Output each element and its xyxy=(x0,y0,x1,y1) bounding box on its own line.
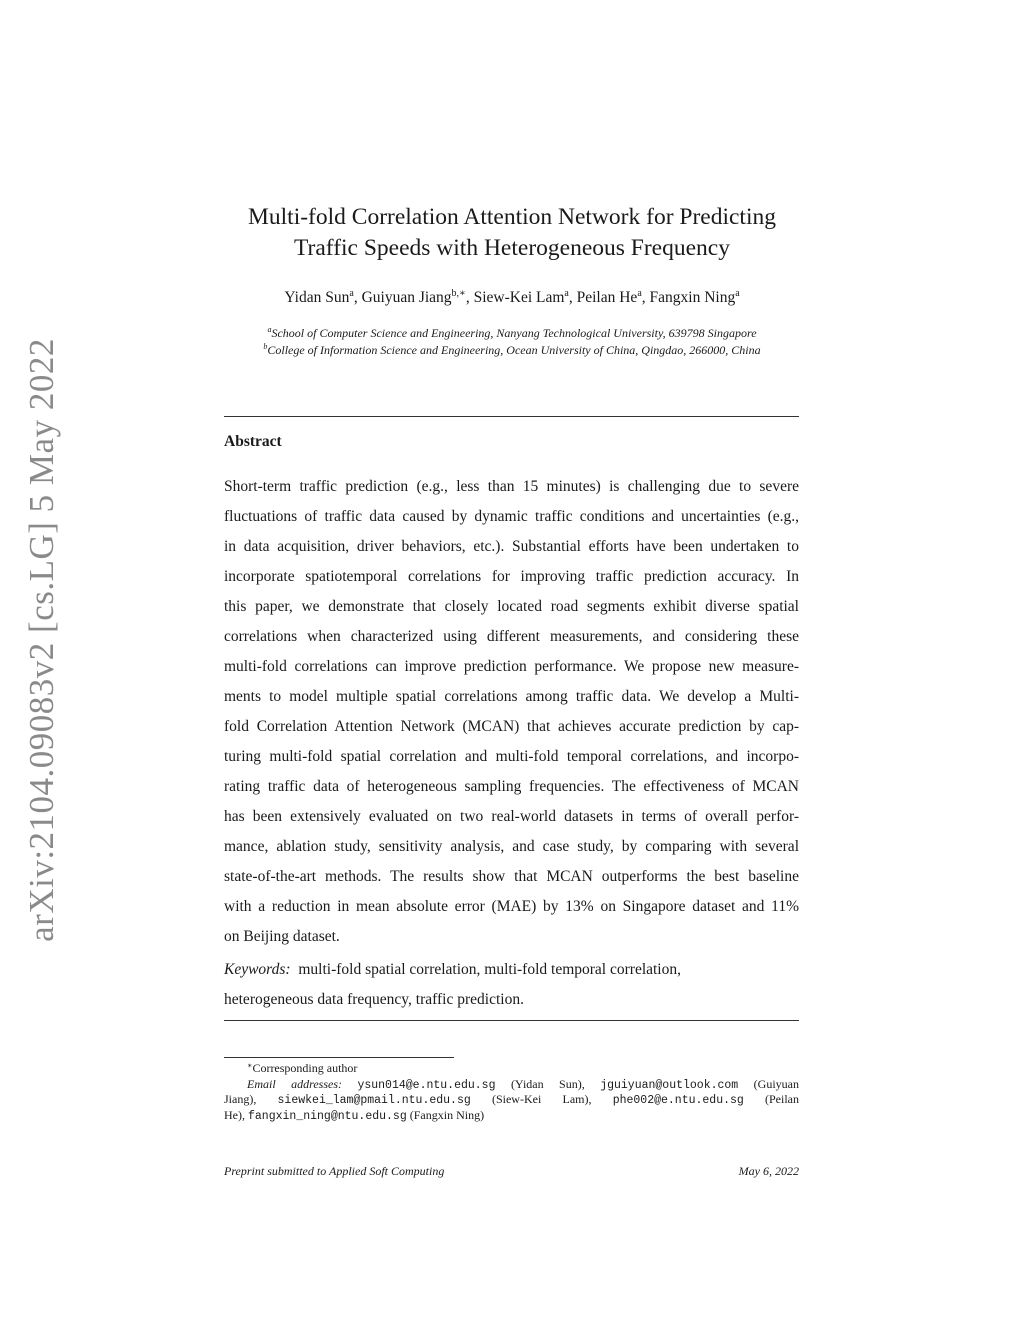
abstract-line: on Beijing dataset. xyxy=(224,928,340,945)
email-owner: (Fangxin Ning) xyxy=(409,1107,485,1122)
keywords-text: multi-fold spatial correlation, multi-fold temporal correlation, xyxy=(298,961,681,978)
email-label: Email addresses: xyxy=(247,1076,342,1091)
abstract-line: this paper, we demonstrate that closely located road segments exhibit diverse spatial xyxy=(224,598,799,615)
affiliation-text: School of Computer Science and Engineering, Nanyang Technological University, 639798 Singapore xyxy=(271,326,757,340)
author-affiliation-mark: a xyxy=(349,288,354,299)
abstract-line: with a reduction in mean absolute error (MAE) by 13% on Singapore dataset and 11% xyxy=(224,898,799,915)
affiliation-mark: b xyxy=(263,342,268,351)
footnote-line xyxy=(224,1108,799,1124)
abstract-bottom-rule xyxy=(224,1020,799,1021)
author-name: Fangxin Ning xyxy=(649,289,736,306)
paper-title xyxy=(0,202,1024,264)
email-link[interactable]: ysun014@e.ntu.edu.sg xyxy=(357,1078,496,1092)
arxiv-side-identifier: arXiv:2104.09083v2 [cs.LG] 5 May 2022 xyxy=(22,338,61,942)
author-name: Siew-Kei Lam xyxy=(473,289,565,306)
abstract-line: incorporate spatiotemporal correlations for improving traffic prediction accuracy. In xyxy=(224,568,799,585)
preprint-note: Preprint submitted to Applied Soft Computing xyxy=(224,1164,445,1178)
email-owner: (Siew-Kei Lam), xyxy=(491,1092,592,1106)
affiliation-line xyxy=(0,325,1024,342)
affiliations xyxy=(0,325,1024,359)
email-owner: (Peilan xyxy=(765,1092,800,1106)
email-owner: He), xyxy=(224,1107,245,1122)
title-line: Traffic Speeds with Heterogeneous Frequency xyxy=(294,235,730,261)
abstract-line: correlations when characterized using different measurements, and considering these xyxy=(224,628,799,645)
author-affiliation-mark: b,∗ xyxy=(451,288,466,299)
abstract-line: turing multi-fold spatial correlation and multi-fold temporal correlations, and incorpo- xyxy=(224,748,799,765)
abstract-top-rule xyxy=(224,416,799,417)
abstract-heading: Abstract xyxy=(224,433,282,450)
footnote xyxy=(224,1061,799,1123)
abstract-line: fluctuations of traffic data caused by dynamic traffic conditions and uncertainties (e.g., xyxy=(224,508,799,525)
abstract-line: multi-fold correlations can improve prediction performance. We propose new measure- xyxy=(224,658,799,675)
email-link[interactable]: fangxin_ning@ntu.edu.sg xyxy=(248,1109,407,1123)
author-name: Guiyuan Jiang xyxy=(361,289,452,306)
abstract-line: fold Correlation Attention Network (MCAN) that achieves accurate prediction by cap- xyxy=(224,718,799,735)
affiliation-mark: a xyxy=(267,325,272,334)
title-line: Multi-fold Correlation Attention Network for Predicting xyxy=(247,204,776,230)
corresponding-mark: ∗ xyxy=(247,1061,253,1070)
author-name: Yidan Sun xyxy=(284,289,350,306)
abstract-line: mance, ablation study, sensitivity analysis, and case study, by comparing with several xyxy=(224,838,799,855)
author-list: Yidan Sun$^a$, Guiyuan Jiang$^{b,∗}$, Siew-Kei Lam$^a$, Peilan He$^a$, Fangxin Ning$^a$ xyxy=(284,288,740,306)
abstract-line: has been extensively evaluated on two real-world datasets in terms of overall perfor- xyxy=(224,808,799,825)
preprint-date: May 6, 2022 xyxy=(738,1164,799,1178)
abstract-line: Short-term traffic prediction (e.g., less than 15 minutes) is challenging due to severe xyxy=(224,478,799,495)
email-link[interactable]: siewkei_lam@pmail.ntu.edu.sg xyxy=(277,1094,471,1107)
abstract-line: rating traffic data of heterogeneous sampling frequencies. The effectiveness of MCAN xyxy=(224,778,799,795)
keywords-line: heterogeneous data frequency, traffic prediction. xyxy=(224,991,524,1008)
affiliation-line xyxy=(0,342,1024,359)
abstract-line: ments to model multiple spatial correlations among traffic data. We develop a Multi- xyxy=(224,688,799,705)
email-owner: (Guiyuan xyxy=(753,1076,799,1091)
footnote-rule xyxy=(224,1057,454,1058)
keywords xyxy=(224,955,799,1015)
abstract-line: in data acquisition, driver behaviors, etc.). Substantial efforts have been undertaken to xyxy=(224,538,799,555)
footnote-line xyxy=(224,1077,799,1093)
abstract-line: state-of-the-art methods. The results show that MCAN outperforms the best baseline xyxy=(224,868,799,885)
email-owner: (Yidan Sun), xyxy=(510,1076,585,1091)
author-affiliation-mark: a xyxy=(735,288,740,299)
author-name: Peilan He xyxy=(576,289,638,306)
affiliation-text: College of Information Science and Engineering, Ocean University of China, Qingdao, 266000, China xyxy=(267,343,761,357)
email-link[interactable]: phe002@e.ntu.edu.sg xyxy=(612,1094,744,1107)
keywords-label: Keywords: xyxy=(224,961,291,978)
author-affiliation-mark: a xyxy=(564,288,569,299)
footnote-line xyxy=(224,1092,799,1108)
abstract-body xyxy=(224,472,799,952)
email-owner: Jiang), xyxy=(224,1092,257,1106)
email-link[interactable]: jguiyuan@outlook.com xyxy=(600,1078,739,1092)
author-affiliation-mark: a xyxy=(637,288,642,299)
keywords-line xyxy=(224,955,799,985)
footnote-line xyxy=(224,1061,799,1077)
corresponding-author-text: Corresponding author xyxy=(252,1061,358,1075)
